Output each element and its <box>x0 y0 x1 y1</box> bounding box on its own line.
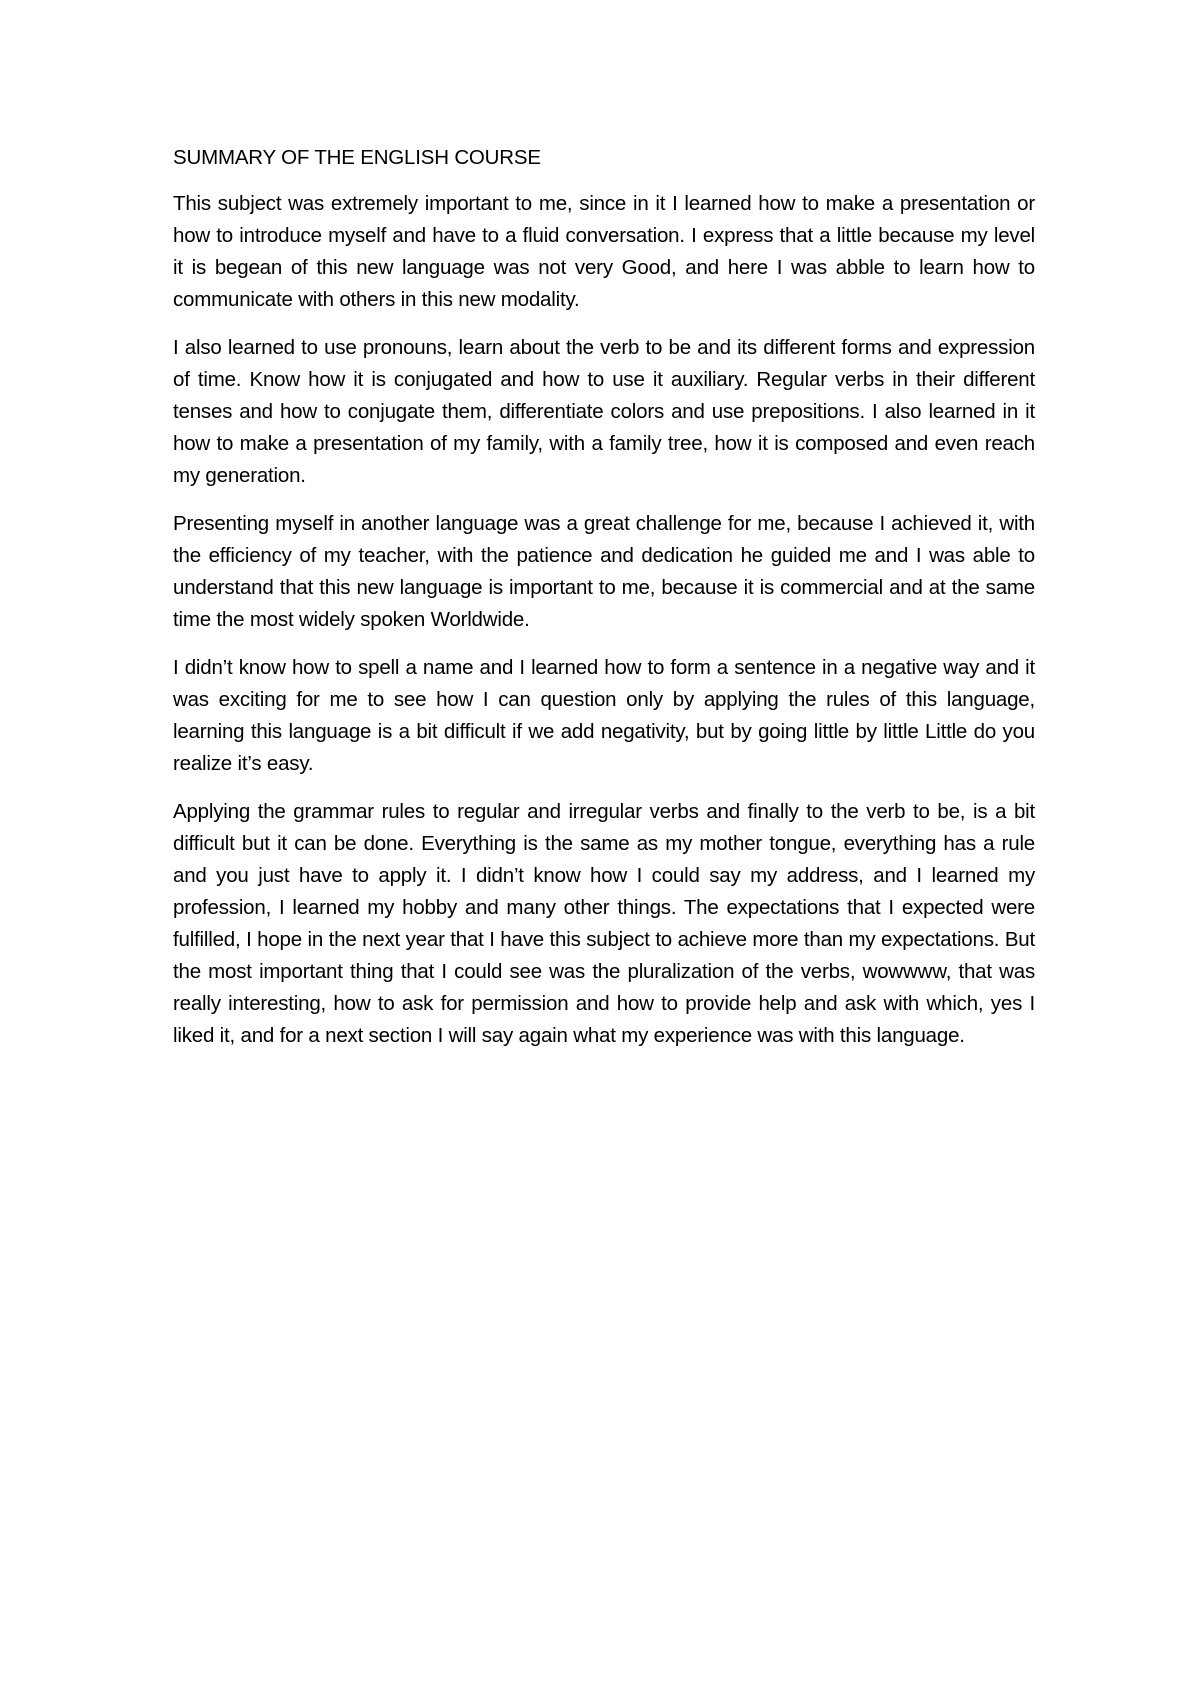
paragraph-5: Applying the grammar rules to regular and irregular verbs and finally to the verb to be, is a bit difficult but it can be done. Everything is the same as my mother tongue, everything has a rule and you just have to apply it. I didn’t know how I could say my address, and I learned my profession, I learned my hobby and many other things. The expectations that I expected were fulfilled, I hope in the next year that I have this subject to achieve more than my expectations. But the most important thing that I could see was the pluralization of the verbs, wowwww, that was really interesting, how to ask for permission and how to provide help and ask with which, yes I liked it, and for a next section I will say again what my experience was with this language. <box>173 800 1035 1047</box>
document-body <box>173 144 1035 1068</box>
paragraph-2: I also learned to use pronouns, learn about the verb to be and its different forms and expression of time. Know how it is conjugated and how to use it auxiliary. Regular verbs in their different tenses and how to conjugate them, differentiate colors and use prepositions. I also learned in it how to make a presentation of my family, with a family tree, how it is composed and even reach my generation. <box>173 336 1035 487</box>
document-title: SUMMARY OF THE ENGLISH COURSE <box>173 146 541 169</box>
paragraph-1: This subject was extremely important to me, since in it I learned how to make a presentation or how to introduce myself and have to a fluid conversation. I express that a little because my level it is begean of this new language was not very Good, and here I was abble to learn how to communicate with others in this new modality. <box>173 192 1035 311</box>
paragraph-4: I didn’t know how to spell a name and I learned how to form a sentence in a negative way and it was exciting for me to see how I can question only by applying the rules of this language, learning this language is a bit difficult if we add negativity, but by going little by little Little do you realize it’s easy. <box>173 656 1035 775</box>
paragraph-3: Presenting myself in another language was a great challenge for me, because I achieved it, with the efficiency of my teacher, with the patience and dedication he guided me and I was able to understand that this new language is important to me, because it is commercial and at the same time the most widely spoken Worldwide. <box>173 512 1035 631</box>
